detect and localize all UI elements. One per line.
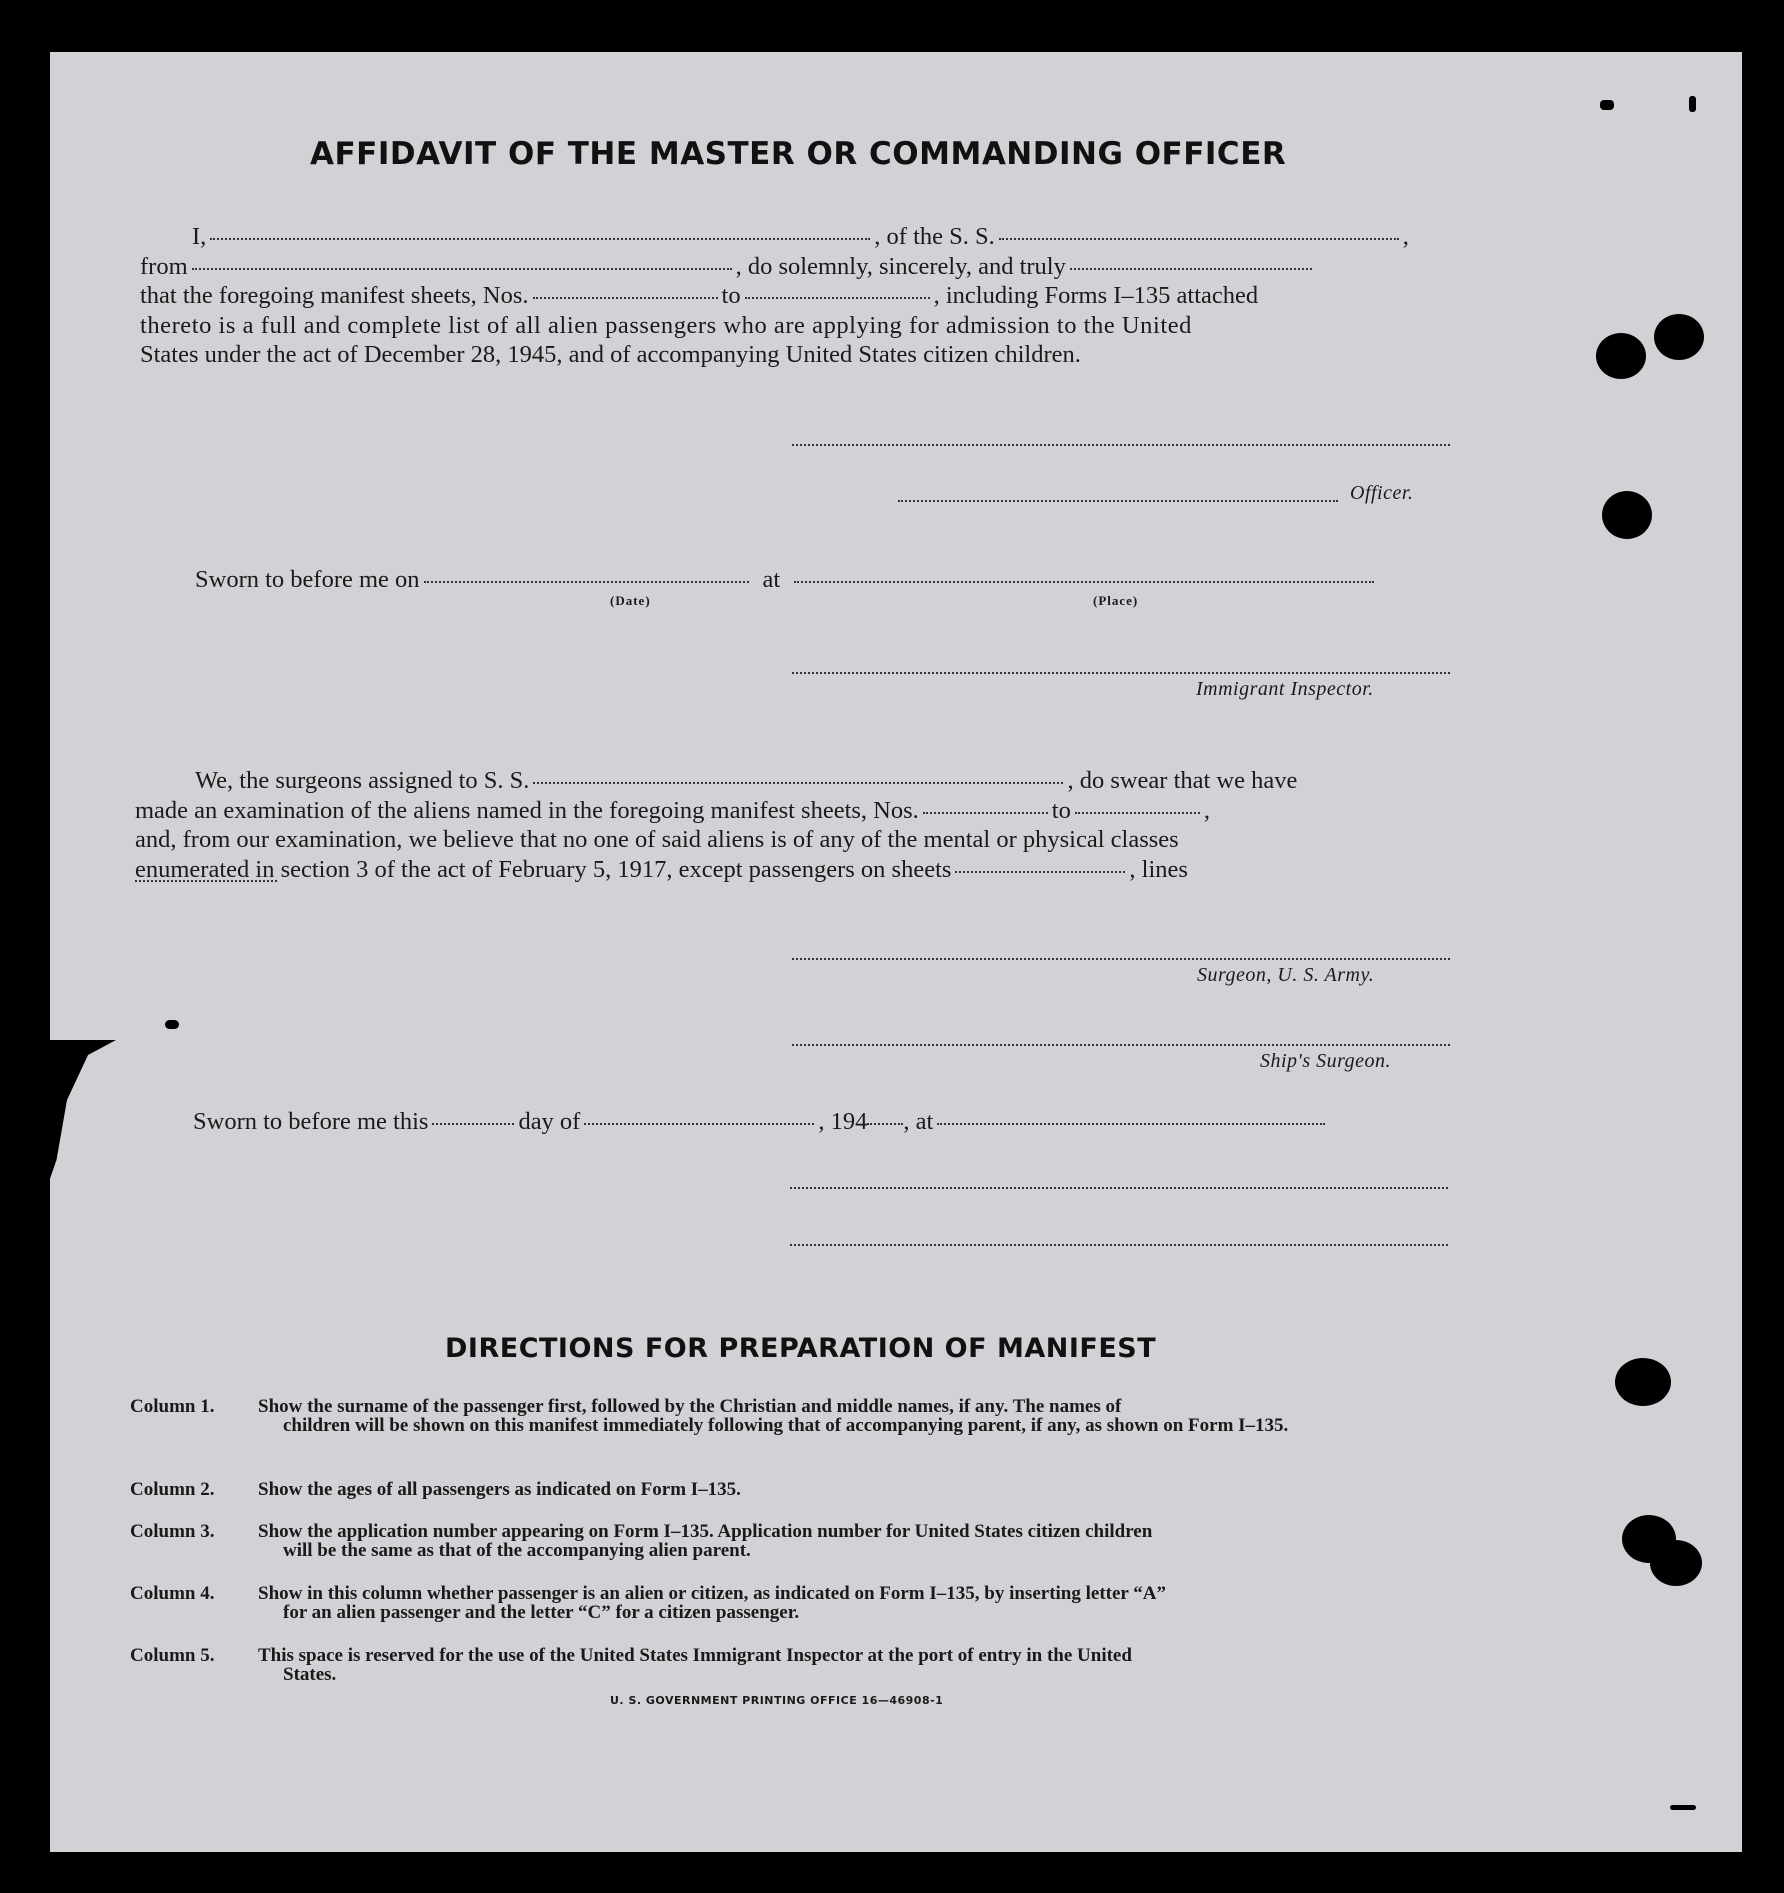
direction-text: Show the ages of all passengers as indicated on Form I–135. (258, 1479, 741, 1500)
text: , do swear that we have (1067, 767, 1298, 794)
surgeon-ship-field[interactable] (533, 782, 1063, 784)
lines-field[interactable] (135, 880, 277, 882)
ink-mark (1600, 100, 1614, 110)
punch-hole (1650, 1540, 1702, 1586)
witness-title-line[interactable] (790, 1244, 1448, 1246)
text: Sworn to before me on (195, 566, 420, 593)
text: , of the S. S. (874, 223, 995, 250)
ship-surgeon-label: Ship's Surgeon. (1260, 1050, 1392, 1072)
army-surgeon-label: Surgeon, U. S. Army. (1197, 964, 1375, 986)
ink-mark (1670, 1805, 1696, 1810)
sworn-place-field[interactable] (937, 1123, 1325, 1125)
text: day of (518, 1108, 581, 1135)
exam-sheet-from-field[interactable] (923, 812, 1048, 814)
sheet-from-field[interactable] (533, 297, 718, 299)
direction-text: States. (283, 1664, 337, 1685)
page-title: AFFIDAVIT OF THE MASTER OR COMMANDING OFFICER (310, 136, 1287, 172)
name-field[interactable] (210, 238, 870, 240)
officer-signature-line[interactable] (792, 444, 1450, 446)
ship-surgeon-signature-line[interactable] (792, 1044, 1450, 1046)
inspector-label: Immigrant Inspector. (1196, 678, 1374, 700)
text: enumerated in section 3 of the act of February 5, 1917, except passengers on sheets (135, 855, 952, 883)
month-field[interactable] (584, 1123, 814, 1125)
ink-mark (1689, 96, 1696, 112)
punch-hole (1596, 333, 1646, 379)
year-field[interactable] (867, 1123, 903, 1125)
inspector-signature-line[interactable] (792, 672, 1450, 674)
ship-name-field[interactable] (999, 238, 1399, 240)
text: , lines (1129, 855, 1188, 883)
surgeons-affidavit (135, 766, 1452, 886)
place-label: (Place) (1093, 593, 1139, 608)
punch-hole (1615, 1358, 1671, 1406)
text: from (140, 252, 188, 280)
army-surgeon-signature-line[interactable] (792, 958, 1450, 960)
master-affidavit (140, 222, 1452, 370)
text: that the foregoing manifest sheets, Nos. (140, 282, 529, 309)
text: to (1051, 796, 1071, 824)
text: Sworn to before me this (193, 1108, 429, 1135)
date-label: (Date) (610, 593, 651, 608)
column-label: Column 2. (130, 1479, 215, 1500)
day-field[interactable] (432, 1123, 514, 1125)
column-label: Column 5. (130, 1645, 215, 1666)
direction-text: children will be shown on this manifest immediately following that of accompanying parent, if any, as shown on Form I–135. (283, 1415, 1289, 1436)
directions-title: DIRECTIONS FOR PREPARATION OF MANIFEST (445, 1333, 1157, 1364)
exam-sheet-to-field[interactable] (1075, 812, 1200, 814)
punch-hole (1602, 491, 1652, 539)
text: , 194 (818, 1108, 868, 1135)
text: , including Forms I–135 attached (933, 282, 1259, 309)
text: made an examination of the aliens named in the foregoing manifest sheets, Nos. (135, 796, 919, 824)
text: and, from our examination, we believe that no one of said aliens is of any of the mental or physical classes (135, 826, 1179, 853)
witness-signature-line[interactable] (790, 1187, 1448, 1189)
text: to (721, 282, 741, 309)
direction-text: Show in this column whether passenger is an alien or citizen, as indicated on Form I–135, by inserting letter “A” (258, 1583, 1166, 1604)
column-label: Column 1. (130, 1396, 215, 1417)
text: States under the act of December 28, 1945, and of accompanying United States citizen children. (140, 341, 1081, 368)
text: I, (192, 223, 207, 250)
punch-hole (1654, 314, 1704, 360)
printing-office-footer: U. S. GOVERNMENT PRINTING OFFICE 16—46908-1 (610, 1694, 944, 1707)
text: We, the surgeons assigned to S. S. (195, 767, 530, 794)
text: , (1402, 223, 1409, 250)
direction-text: will be the same as that of the accompanying alien parent. (283, 1540, 751, 1561)
text: , (1203, 796, 1210, 824)
text: , at (903, 1108, 934, 1135)
column-label: Column 4. (130, 1583, 215, 1604)
ink-mark (165, 1020, 179, 1029)
text: thereto is a full and complete list of all alien passengers who are applying for admission to the United (140, 311, 1192, 339)
except-sheets-field[interactable] (955, 871, 1125, 873)
direction-text: This space is reserved for the use of the United States Immigrant Inspector at the port of entry in the United (258, 1645, 1132, 1666)
port-from-field[interactable] (192, 268, 732, 270)
oath-field[interactable] (1070, 268, 1312, 270)
date-field[interactable] (424, 581, 749, 583)
text: at (762, 566, 781, 593)
sworn-line-2 (193, 1107, 1329, 1137)
direction-text: Show the surname of the passenger first, followed by the Christian and middle names, if any. The names of (258, 1396, 1122, 1417)
officer-title-line[interactable] (898, 500, 1338, 502)
officer-label: Officer. (1350, 482, 1414, 504)
direction-text: for an alien passenger and the letter “C” for a citizen passenger. (283, 1602, 800, 1623)
direction-text: Show the application number appearing on Form I–135. Application number for United States citizen children (258, 1521, 1153, 1542)
place-field[interactable] (794, 581, 1374, 583)
sheet-to-field[interactable] (745, 297, 930, 299)
sworn-line-1 (195, 565, 1378, 595)
text: , do solemnly, sincerely, and truly (735, 252, 1066, 280)
column-label: Column 3. (130, 1521, 215, 1542)
